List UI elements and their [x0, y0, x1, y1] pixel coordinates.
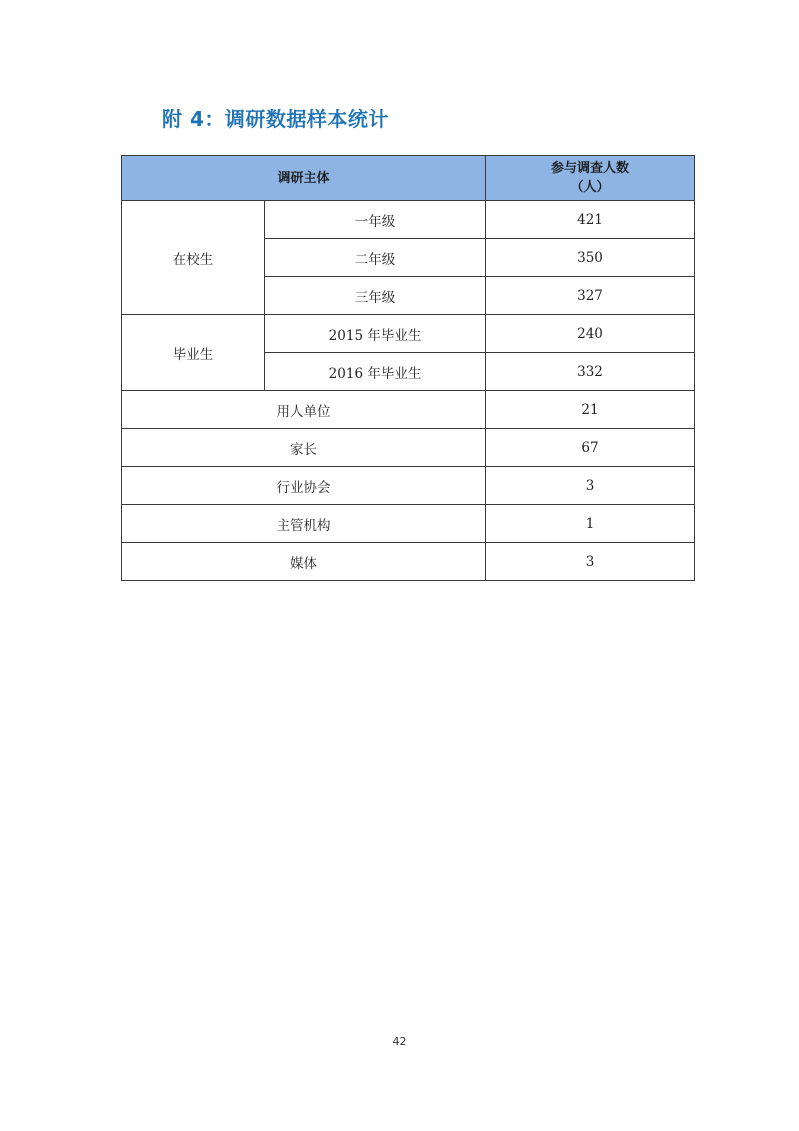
header-subject: 调研主体 — [122, 156, 486, 201]
table-header-row — [122, 156, 695, 201]
table-row — [122, 505, 695, 543]
count-value: 421 — [486, 201, 695, 239]
table-row — [122, 391, 695, 429]
table-row — [122, 543, 695, 581]
count-value: 332 — [486, 353, 695, 391]
count-value: 327 — [486, 277, 695, 315]
header-count — [486, 156, 695, 201]
page-number: 42 — [392, 1035, 407, 1048]
survey-sample-table — [121, 155, 695, 581]
count-value: 67 — [486, 429, 695, 467]
header-count-line2: （人） — [570, 180, 610, 195]
sub-label: 二年级 — [265, 239, 486, 277]
single-label: 行业协会 — [122, 467, 486, 505]
page-title: 附 4：调研数据样本统计 — [162, 107, 389, 131]
count-value: 21 — [486, 391, 695, 429]
sub-label: 三年级 — [265, 277, 486, 315]
count-value: 350 — [486, 239, 695, 277]
group-label-graduates: 毕业生 — [122, 315, 265, 391]
table-row — [122, 315, 695, 353]
table-row — [122, 201, 695, 239]
sub-label: 一年级 — [265, 201, 486, 239]
sub-label: 2015 年毕业生 — [265, 315, 486, 353]
header-count-line1: 参与调查人数 — [551, 161, 630, 176]
group-label-students: 在校生 — [122, 201, 265, 315]
sub-label: 2016 年毕业生 — [265, 353, 486, 391]
single-label: 用人单位 — [122, 391, 486, 429]
single-label: 主管机构 — [122, 505, 486, 543]
count-value: 240 — [486, 315, 695, 353]
count-value: 1 — [486, 505, 695, 543]
single-label: 家长 — [122, 429, 486, 467]
table-row — [122, 467, 695, 505]
count-value: 3 — [486, 467, 695, 505]
single-label: 媒体 — [122, 543, 486, 581]
count-value: 3 — [486, 543, 695, 581]
table-row — [122, 429, 695, 467]
